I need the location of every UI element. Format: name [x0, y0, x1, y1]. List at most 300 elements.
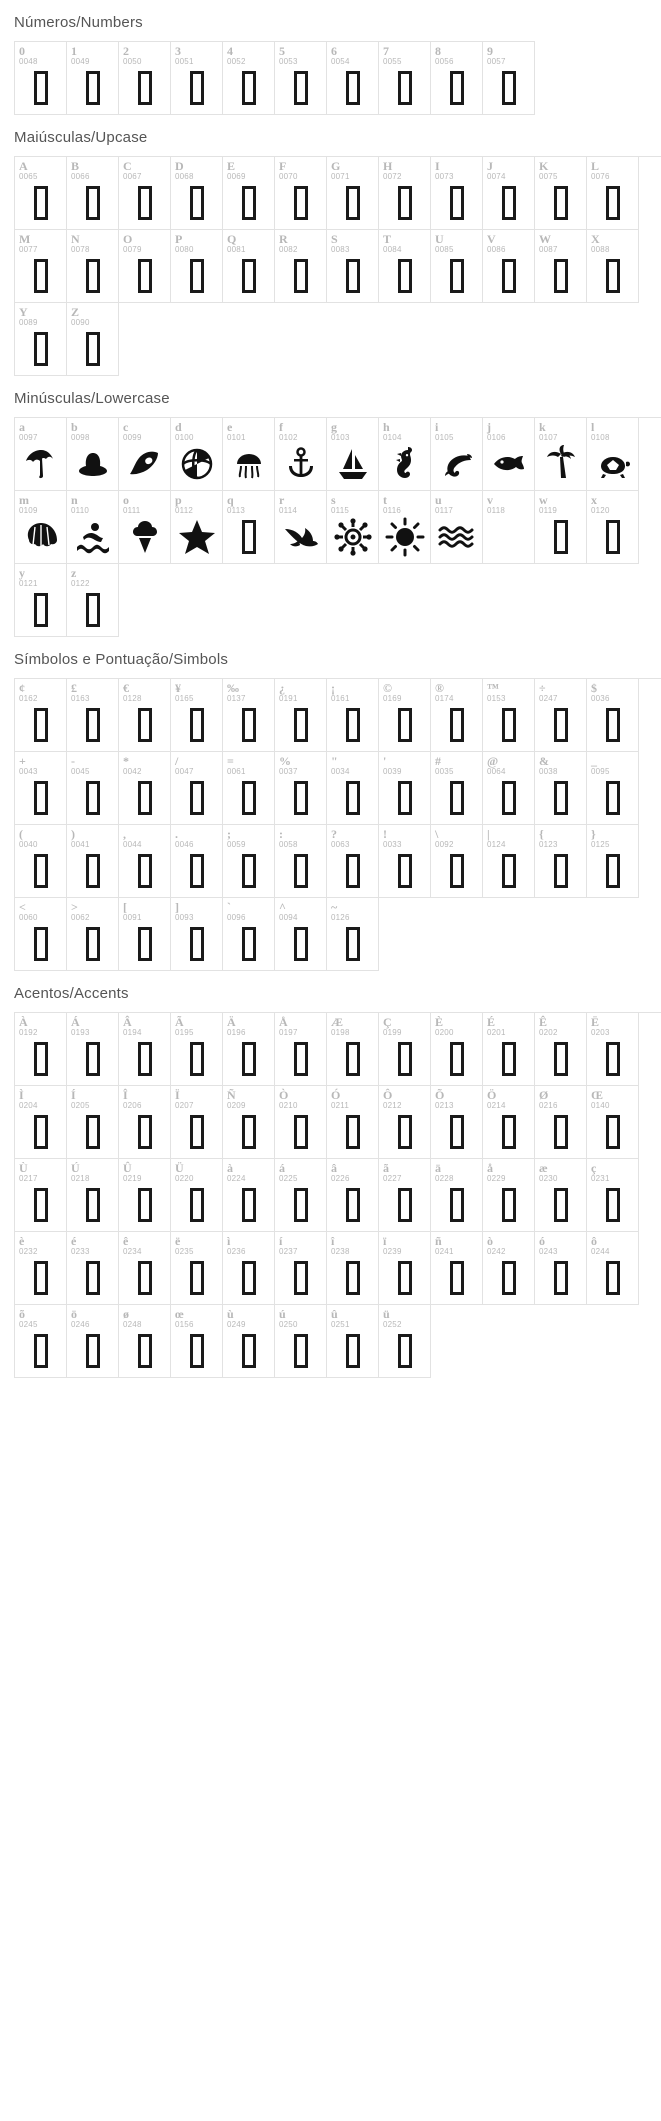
glyph-character: \ [435, 827, 439, 841]
glyph-cell[interactable] [119, 42, 171, 115]
glyph-code: 0162 [19, 694, 38, 703]
glyph-labels [119, 42, 170, 66]
glyph-cell[interactable] [119, 1159, 171, 1232]
glyph-character: Ä [227, 1015, 236, 1029]
glyph-cell[interactable] [431, 230, 483, 303]
glyph-labels [67, 1013, 118, 1037]
glyph-cell[interactable] [171, 230, 223, 303]
glyph-code: 0092 [435, 840, 454, 849]
glyph-code: 0193 [71, 1028, 90, 1037]
sailboat-icon [327, 442, 378, 486]
notdef-icon [431, 849, 482, 893]
glyph-cell[interactable] [587, 418, 639, 491]
glyph-cell[interactable] [327, 42, 379, 115]
notdef-icon [223, 703, 274, 747]
notdef-icon [431, 1110, 482, 1154]
glyph-labels [171, 157, 222, 181]
glyph-cell[interactable] [67, 1013, 119, 1086]
glyph-code: 0081 [227, 245, 246, 254]
glyph-character: & [539, 754, 549, 768]
notdef-icon [483, 1110, 534, 1154]
glyph-cell[interactable] [379, 679, 431, 752]
notdef-icon [483, 1256, 534, 1300]
glyph-cell[interactable] [223, 1305, 275, 1378]
glyph-cell[interactable] [275, 1159, 327, 1232]
glyph-grid [14, 678, 661, 971]
glyph-code: 0074 [487, 172, 506, 181]
notdef-icon [171, 1183, 222, 1227]
notdef-icon [587, 1183, 638, 1227]
glyph-cell[interactable] [379, 491, 431, 564]
glyph-cell[interactable] [15, 1232, 67, 1305]
glyph-cell[interactable] [535, 679, 587, 752]
glyph-cell[interactable] [275, 491, 327, 564]
glyph-labels [431, 42, 482, 66]
glyph-cell[interactable] [535, 1159, 587, 1232]
glyph-cell[interactable] [223, 157, 275, 230]
glyph-cell[interactable] [483, 679, 535, 752]
glyph-cell[interactable] [171, 825, 223, 898]
glyph-code: 0086 [487, 245, 506, 254]
glyph-labels [275, 898, 326, 922]
glyph-character: # [435, 754, 441, 768]
glyph-cell[interactable] [275, 752, 327, 825]
glyph-character: " [331, 754, 338, 768]
glyph-cell[interactable] [15, 42, 67, 115]
glyph-cell[interactable] [67, 679, 119, 752]
glyph-code: 0052 [227, 57, 246, 66]
glyph-cell[interactable] [379, 1086, 431, 1159]
glyph-cell[interactable] [15, 1305, 67, 1378]
glyph-cell[interactable] [535, 418, 587, 491]
notdef-icon [379, 1183, 430, 1227]
notdef-icon [535, 181, 586, 225]
glyph-cell[interactable] [275, 825, 327, 898]
glyph-cell[interactable] [327, 1013, 379, 1086]
glyph-code: 0124 [487, 840, 506, 849]
glyph-cell[interactable] [327, 418, 379, 491]
glyph-cell[interactable] [379, 1013, 431, 1086]
glyph-character: y [19, 566, 25, 580]
glyph-cell[interactable] [275, 1305, 327, 1378]
notdef-icon [119, 181, 170, 225]
glyph-cell[interactable] [67, 1086, 119, 1159]
glyph-labels [15, 564, 66, 588]
glyph-character: a [19, 420, 25, 434]
glyph-cell[interactable] [587, 1232, 639, 1305]
notdef-icon [171, 703, 222, 747]
conch-shell-icon [119, 442, 170, 486]
glyph-character: S [331, 232, 338, 246]
glyph-character: ; [227, 827, 231, 841]
glyph-cell[interactable] [327, 157, 379, 230]
glyph-character: l [591, 420, 595, 434]
glyph-labels [535, 230, 586, 254]
glyph-cell[interactable] [119, 1305, 171, 1378]
fish-icon [483, 442, 534, 486]
glyph-labels [587, 1159, 638, 1183]
glyph-cell[interactable] [275, 42, 327, 115]
glyph-cell[interactable] [431, 1232, 483, 1305]
glyph-cell[interactable] [15, 230, 67, 303]
glyph-labels [67, 1159, 118, 1183]
glyph-cell[interactable] [119, 157, 171, 230]
glyph-cell[interactable] [119, 1013, 171, 1086]
glyph-cell[interactable] [15, 679, 67, 752]
glyph-cell[interactable] [15, 1013, 67, 1086]
glyph-labels [223, 418, 274, 442]
glyph-cell[interactable] [275, 898, 327, 971]
glyph-labels [483, 1013, 534, 1037]
glyph-cell[interactable] [171, 679, 223, 752]
glyph-cell[interactable] [119, 230, 171, 303]
glyph-cell[interactable] [119, 752, 171, 825]
glyph-cell[interactable] [587, 1159, 639, 1232]
notdef-icon [15, 849, 66, 893]
glyph-character: j [487, 420, 491, 434]
glyph-cell[interactable] [327, 230, 379, 303]
glyph-cell[interactable] [223, 825, 275, 898]
glyph-labels [119, 898, 170, 922]
glyph-cell[interactable] [587, 1013, 639, 1086]
glyph-character: * [123, 754, 129, 768]
glyph-labels [15, 303, 66, 327]
glyph-code: 0041 [71, 840, 90, 849]
swimmer-icon [67, 515, 118, 559]
glyph-cell[interactable] [535, 157, 587, 230]
notdef-icon [327, 922, 378, 966]
glyph-cell[interactable] [535, 1086, 587, 1159]
glyph-labels [223, 1159, 274, 1183]
glyph-cell[interactable] [483, 42, 535, 115]
notdef-icon [119, 254, 170, 298]
glyph-labels [483, 230, 534, 254]
glyph-cell[interactable] [67, 157, 119, 230]
glyph-character: Ë [591, 1015, 600, 1029]
glyph-cell[interactable] [483, 1013, 535, 1086]
glyph-code: 0198 [331, 1028, 350, 1037]
glyph-cell[interactable] [223, 230, 275, 303]
glyph-code: 0046 [175, 840, 194, 849]
glyph-code: 0236 [227, 1247, 246, 1256]
glyph-cell[interactable] [483, 230, 535, 303]
glyph-labels [67, 230, 118, 254]
glyph-character: M [19, 232, 31, 246]
glyph-code: 0048 [19, 57, 38, 66]
glyph-cell[interactable] [327, 1232, 379, 1305]
glyph-cell[interactable] [15, 157, 67, 230]
glyph-cell[interactable] [67, 564, 119, 637]
glyph-cell[interactable] [379, 157, 431, 230]
glyph-cell[interactable] [119, 898, 171, 971]
glyph-code: 0105 [435, 433, 454, 442]
glyph-cell[interactable] [171, 1159, 223, 1232]
glyph-code: 0235 [175, 1247, 194, 1256]
glyph-code: 0216 [539, 1101, 558, 1110]
glyph-code: 0049 [71, 57, 90, 66]
notdef-icon [171, 922, 222, 966]
glyph-cell[interactable] [379, 825, 431, 898]
glyph-cell[interactable] [483, 1232, 535, 1305]
glyph-cell[interactable] [67, 491, 119, 564]
notdef-icon [67, 66, 118, 110]
glyph-cell[interactable] [223, 1013, 275, 1086]
glyph-cell[interactable] [223, 1232, 275, 1305]
glyph-cell[interactable] [379, 230, 431, 303]
glyph-labels [15, 752, 66, 776]
glyph-code: 0050 [123, 57, 142, 66]
glyph-cell[interactable] [223, 42, 275, 115]
glyph-cell[interactable] [171, 418, 223, 491]
glyph-character: D [175, 159, 184, 173]
glyph-code: 0121 [19, 579, 38, 588]
glyph-cell[interactable] [275, 418, 327, 491]
glyph-cell[interactable] [67, 303, 119, 376]
glyph-code: 0228 [435, 1174, 454, 1183]
glyph-cell[interactable] [535, 1013, 587, 1086]
glyph-cell[interactable] [327, 825, 379, 898]
glyph-code: 0214 [487, 1101, 506, 1110]
glyph-labels [15, 1305, 66, 1329]
glyph-cell[interactable] [223, 898, 275, 971]
glyph-cell[interactable] [171, 1013, 223, 1086]
glyph-character: % [279, 754, 291, 768]
glyph-cell[interactable] [15, 898, 67, 971]
glyph-labels [431, 752, 482, 776]
glyph-labels [587, 679, 638, 703]
glyph-cell[interactable] [15, 491, 67, 564]
glyph-cell[interactable] [67, 230, 119, 303]
glyph-character: À [19, 1015, 28, 1029]
glyph-cell[interactable] [67, 752, 119, 825]
glyph-cell[interactable] [171, 157, 223, 230]
glyph-cell[interactable] [275, 230, 327, 303]
glyph-cell[interactable] [483, 825, 535, 898]
glyph-cell[interactable] [431, 42, 483, 115]
glyph-cell[interactable] [67, 418, 119, 491]
glyph-cell[interactable] [379, 1159, 431, 1232]
glyph-code: 0102 [279, 433, 298, 442]
glyph-labels [119, 679, 170, 703]
glyph-character: v [487, 493, 493, 507]
glyph-labels [327, 491, 378, 515]
glyph-character: ` [227, 900, 231, 914]
notdef-icon [15, 327, 66, 371]
glyph-cell[interactable] [587, 825, 639, 898]
glyph-cell[interactable] [379, 418, 431, 491]
glyph-cell[interactable] [327, 491, 379, 564]
glyph-character: < [19, 900, 26, 914]
glyph-labels [587, 418, 638, 442]
glyph-cell[interactable] [431, 491, 483, 564]
glyph-cell[interactable] [535, 752, 587, 825]
glyph-cell[interactable] [171, 898, 223, 971]
notdef-icon [15, 922, 66, 966]
glyph-cell[interactable] [67, 1159, 119, 1232]
glyph-labels [327, 1305, 378, 1329]
glyph-cell[interactable] [483, 418, 535, 491]
seahorse-icon [379, 442, 430, 486]
glyph-labels [535, 679, 586, 703]
glyph-cell[interactable] [119, 1086, 171, 1159]
glyph-cell[interactable] [431, 752, 483, 825]
glyph-cell[interactable] [587, 157, 639, 230]
glyph-cell[interactable] [431, 418, 483, 491]
glyph-labels [275, 418, 326, 442]
glyph-cell[interactable] [431, 825, 483, 898]
glyph-code: 0229 [487, 1174, 506, 1183]
glyph-code: 0068 [175, 172, 194, 181]
glyph-cell[interactable] [431, 1013, 483, 1086]
glyph-labels [535, 825, 586, 849]
glyph-cell[interactable] [223, 679, 275, 752]
notdef-icon [171, 1329, 222, 1373]
glyph-cell[interactable] [15, 1086, 67, 1159]
glyph-character: Ó [331, 1088, 341, 1102]
glyph-cell[interactable] [15, 564, 67, 637]
glyph-labels [327, 1232, 378, 1256]
notdef-icon [535, 1037, 586, 1081]
glyph-character: ú [279, 1307, 286, 1321]
glyph-cell[interactable] [535, 491, 587, 564]
glyph-labels [119, 230, 170, 254]
glyph-cell[interactable] [327, 1305, 379, 1378]
glyph-cell[interactable] [431, 157, 483, 230]
glyph-cell[interactable] [275, 157, 327, 230]
glyph-labels [379, 42, 430, 66]
glyph-character: © [383, 681, 392, 695]
glyph-cell[interactable] [223, 491, 275, 564]
glyph-cell[interactable] [15, 752, 67, 825]
glyph-cell[interactable] [171, 1232, 223, 1305]
glyph-cell[interactable] [171, 491, 223, 564]
glyph-cell[interactable] [171, 1086, 223, 1159]
notdef-icon [223, 776, 274, 820]
glyph-code: 0116 [383, 506, 402, 515]
glyph-cell[interactable] [171, 752, 223, 825]
glyph-labels [171, 230, 222, 254]
glyph-cell[interactable] [327, 752, 379, 825]
glyph-cell[interactable] [119, 679, 171, 752]
notdef-icon [379, 1256, 430, 1300]
glyph-cell[interactable] [275, 1232, 327, 1305]
section-title: Maiúsculas/Upcase [14, 129, 148, 146]
notdef-icon [275, 1256, 326, 1300]
glyph-code: 0098 [71, 433, 90, 442]
glyph-cell[interactable] [119, 491, 171, 564]
notdef-icon [223, 254, 274, 298]
glyph-code: 0137 [227, 694, 246, 703]
glyph-cell[interactable] [327, 1086, 379, 1159]
glyph-cell[interactable] [119, 1232, 171, 1305]
glyph-cell[interactable] [483, 491, 535, 564]
glyph-cell[interactable] [15, 1159, 67, 1232]
glyph-cell[interactable] [431, 1159, 483, 1232]
glyph-character: P [175, 232, 183, 246]
glyph-cell[interactable] [223, 1086, 275, 1159]
glyph-labels [483, 679, 534, 703]
glyph-cell[interactable] [535, 1232, 587, 1305]
glyph-labels [67, 898, 118, 922]
glyph-cell[interactable] [15, 825, 67, 898]
glyph-cell[interactable] [379, 752, 431, 825]
glyph-labels [379, 679, 430, 703]
glyph-code: 0110 [71, 506, 90, 515]
notdef-icon [587, 1256, 638, 1300]
glyph-cell[interactable] [171, 1305, 223, 1378]
glyph-cell[interactable] [67, 1305, 119, 1378]
notdef-icon [587, 849, 638, 893]
glyph-labels [327, 42, 378, 66]
glyph-cell[interactable] [67, 825, 119, 898]
glyph-cell[interactable] [67, 42, 119, 115]
glyph-character: Û [123, 1161, 132, 1175]
glyph-cell[interactable] [67, 1232, 119, 1305]
glyph-cell[interactable] [431, 1086, 483, 1159]
notdef-icon [587, 254, 638, 298]
glyph-cell[interactable] [327, 898, 379, 971]
glyph-cell[interactable] [327, 679, 379, 752]
glyph-cell[interactable] [223, 752, 275, 825]
glyph-cell[interactable] [15, 303, 67, 376]
glyph-cell[interactable] [431, 679, 483, 752]
glyph-cell[interactable] [223, 1159, 275, 1232]
glyph-cell[interactable] [15, 418, 67, 491]
glyph-labels [171, 679, 222, 703]
glyph-code: 0230 [539, 1174, 558, 1183]
glyph-cell[interactable] [587, 230, 639, 303]
glyph-code: 0091 [123, 913, 142, 922]
glyph-cell[interactable] [483, 157, 535, 230]
notdef-icon [327, 1256, 378, 1300]
glyph-cell[interactable] [587, 491, 639, 564]
glyph-cell[interactable] [535, 230, 587, 303]
glyph-cell[interactable] [587, 752, 639, 825]
glyph-cell[interactable] [483, 752, 535, 825]
glyph-cell[interactable] [223, 418, 275, 491]
glyph-labels [119, 1159, 170, 1183]
glyph-cell[interactable] [379, 1232, 431, 1305]
glyph-cell[interactable] [483, 1086, 535, 1159]
glyph-cell[interactable] [171, 42, 223, 115]
notdef-icon [15, 66, 66, 110]
glyph-labels [223, 1305, 274, 1329]
glyph-labels [119, 1232, 170, 1256]
glyph-cell[interactable] [275, 679, 327, 752]
glyph-cell[interactable] [587, 1086, 639, 1159]
glyph-cell[interactable] [119, 825, 171, 898]
notdef-icon [587, 1037, 638, 1081]
glyph-cell[interactable] [379, 1305, 431, 1378]
glyph-cell[interactable] [379, 42, 431, 115]
glyph-cell[interactable] [275, 1013, 327, 1086]
glyph-labels [587, 752, 638, 776]
glyph-character: Q [227, 232, 237, 246]
notdef-icon [379, 1329, 430, 1373]
notdef-icon [15, 1037, 66, 1081]
notdef-icon [379, 66, 430, 110]
glyph-cell[interactable] [587, 679, 639, 752]
glyph-cell[interactable] [119, 418, 171, 491]
glyph-cell[interactable] [275, 1086, 327, 1159]
glyph-cell[interactable] [535, 825, 587, 898]
glyph-code: 0169 [383, 694, 402, 703]
glyph-labels [483, 157, 534, 181]
glyph-cell[interactable] [327, 1159, 379, 1232]
glyph-character: 8 [435, 44, 441, 58]
glyph-cell[interactable] [483, 1159, 535, 1232]
glyph-cell[interactable] [67, 898, 119, 971]
